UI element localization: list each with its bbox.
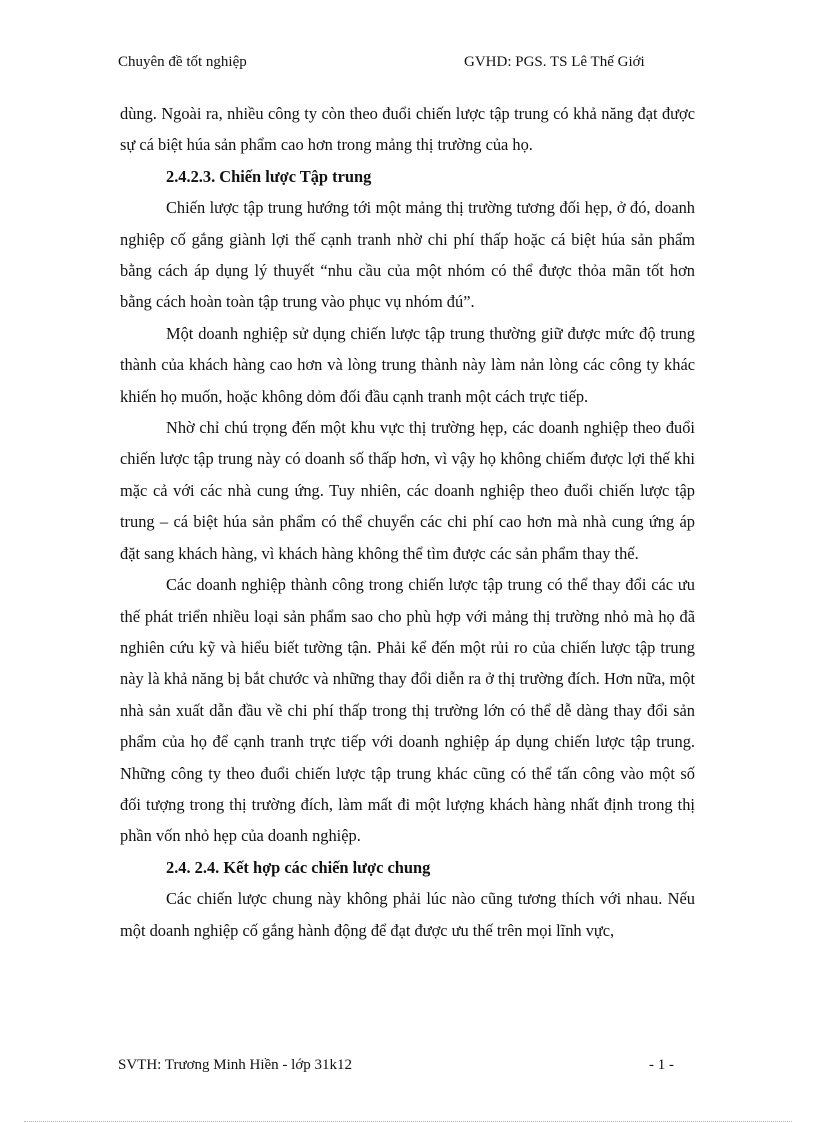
- paragraph: Nhờ chỉ chú trọng đến một khu vực thị trường hẹp, các doanh nghiệp theo đuổi chiến lược tập trung này có doanh số thấp hơn, vì vậy họ không chiếm được lợi thế khi mặc cả với các nhà cung ứng. Tuy nhiên, các doanh nghiệp theo đuổi chiến lược tập trung – cá biệt húa sản phẩm có thể chuyển các chi phí cao hơn mà nhà cung ứng áp đặt sang khách hàng, vì khách hàng không thể tìm được các sản phẩm thay thế.: [120, 418, 695, 563]
- paragraph: Các chiến lược chung này không phải lúc nào cũng tương thích với nhau. Nếu một doanh nghiệp cố gắng hành động để đạt được ưu thế trên mọi lĩnh vực,: [120, 889, 695, 940]
- header-document-title: Chuyên đề tốt nghiệp: [118, 54, 247, 70]
- paragraph: Một doanh nghiệp sử dụng chiến lược tập trung thường giữ được mức độ trung thành của khách hàng cao hơn và lòng trung thành này làm nản lòng các công ty khác khiến họ muốn, hoặc không dỏm đối đầu cạnh tranh một cách trực tiếp.: [120, 323, 695, 406]
- page-footer: [118, 1054, 674, 1076]
- section-heading-combined-strategies: 2.4. 2.4. Kết hợp các chiến lược chung: [166, 857, 431, 877]
- paragraph-continued: dùng. Ngoài ra, nhiều công ty còn theo đuổi chiến lược tập trung có khả năng đạt được sự cá biệt húa sản phẩm cao hơn trong mảng thị trường của họ.: [120, 104, 695, 155]
- page-bottom-divider: [24, 1121, 792, 1122]
- document-body: [120, 98, 695, 946]
- section-heading-focus-strategy: 2.4.2.3. Chiến lược Tập trung: [166, 166, 372, 186]
- footer-student-info: SVTH: Trương Minh Hiền - lớp 31k12: [118, 1057, 353, 1073]
- header-supervisor: GVHD: PGS. TS Lê Thế Giới: [464, 54, 645, 70]
- page-header: [118, 52, 674, 72]
- paragraph: Các doanh nghiệp thành công trong chiến lược tập trung có thể thay đổi các ưu thế phát triển nhiều loại sản phẩm sao cho phù hợp với mảng thị trường nhỏ mà họ đã nghiên cứu kỹ và hiểu biết tường tận. Phải kể đến một rủi ro của chiến lược tập trung này là khả năng bị bắt chước và những thay đổi diễn ra ở thị trường đích. Hơn nữa, một nhà sản xuất dẫn đầu về chi phí thấp trong thị trường lớn có thể dễ dàng thay đổi sản phẩm của họ để cạnh tranh trực tiếp với doanh nghiệp áp dụng chiến lược tập trung. Những công ty theo đuổi chiến lược tập trung khác cũng có thể tấn công vào một số đối tượng trong thị trường đích, làm mất đi một lượng khách hàng nhất định trong thị phần vốn nhỏ hẹp của doanh nghiệp.: [120, 575, 695, 846]
- paragraph: Chiến lược tập trung hướng tới một mảng thị trường tương đối hẹp, ở đó, doanh nghiệp cố gắng giành lợi thế cạnh tranh nhờ chi phí thấp hoặc cá biệt húa sản phẩm bằng cách áp dụng lý thuyết “nhu cầu của một nhóm có thể được thỏa mãn tốt hơn bằng cách hoàn toàn tập trung vào phục vụ nhóm đú”.: [120, 198, 695, 312]
- page-number: - 1 -: [649, 1057, 674, 1073]
